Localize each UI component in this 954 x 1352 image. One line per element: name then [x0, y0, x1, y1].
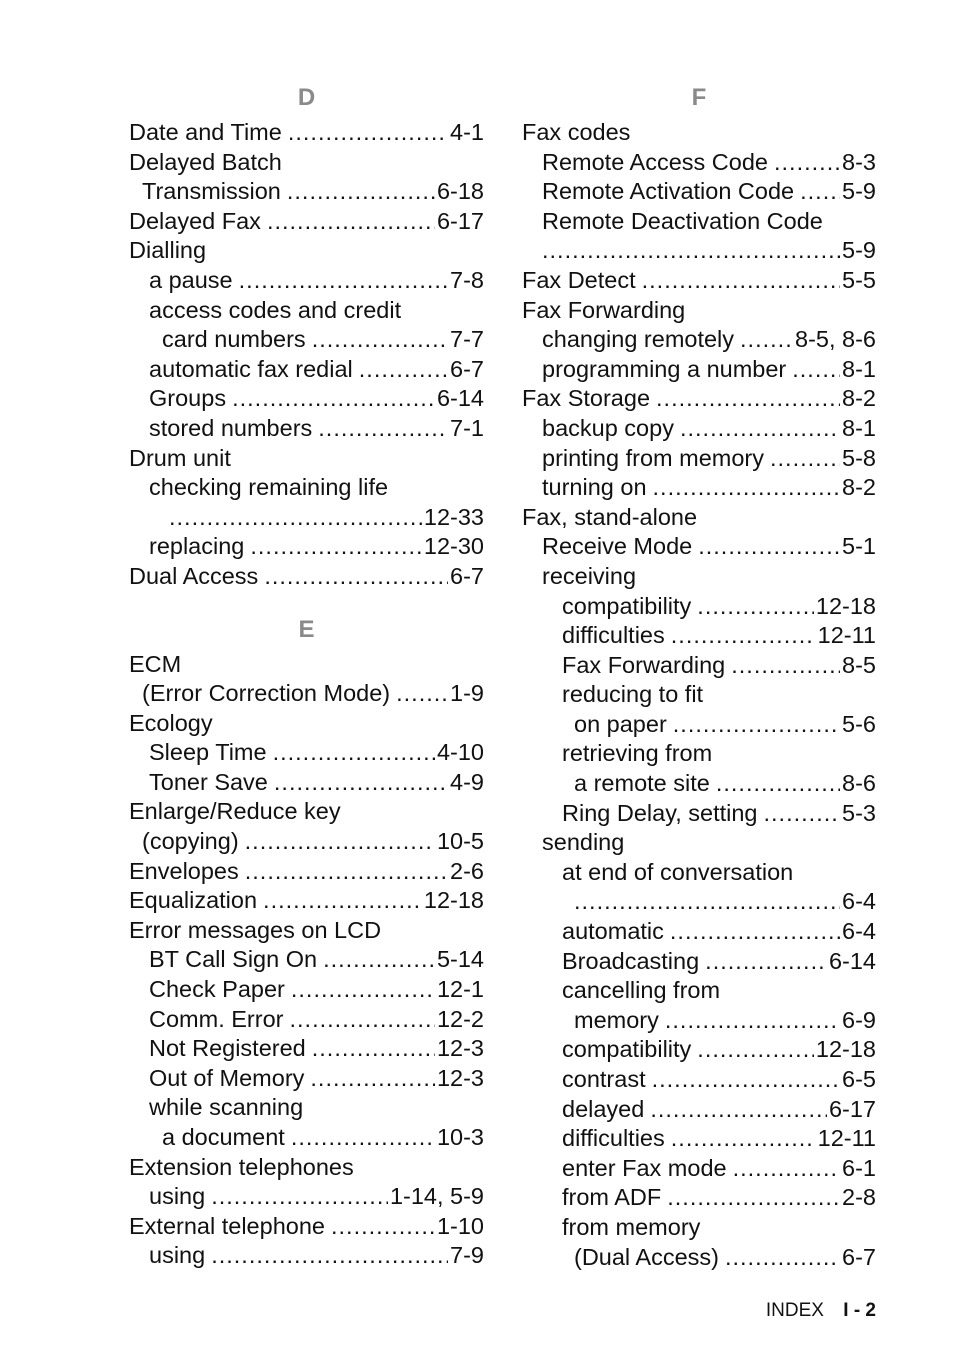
dot-leader: [331, 1212, 435, 1242]
index-entry: [522, 651, 876, 681]
dot-leader: [733, 1154, 840, 1184]
index-entry: [129, 414, 484, 444]
dot-leader: [312, 325, 448, 355]
index-entry: [522, 1243, 876, 1273]
dot-leader: [697, 592, 814, 622]
index-entry: [522, 710, 876, 740]
index-entry-term: Groups: [149, 385, 227, 412]
index-entry: [129, 650, 484, 680]
index-entry: [522, 384, 876, 414]
index-entry: [129, 236, 484, 266]
index-entry-page: 7-7: [450, 326, 484, 353]
index-entry-term: compatibility: [562, 592, 692, 619]
index-entry-term: replacing: [149, 533, 245, 560]
index-column-left: [129, 80, 484, 1271]
index-entry-term: a document: [162, 1124, 285, 1150]
index-entry-term: delayed: [562, 1095, 645, 1122]
dot-leader: [574, 887, 840, 917]
index-entry: [129, 827, 484, 857]
index-entry: [522, 355, 876, 385]
index-entry: [522, 739, 876, 769]
index-entry-page: 4-10: [436, 739, 484, 766]
index-entry: [129, 1212, 484, 1242]
dot-leader: [740, 325, 793, 355]
index-section-letter: F: [691, 84, 707, 111]
index-entry-term: changing remotely: [542, 326, 735, 353]
index-entry: [522, 1035, 876, 1065]
index-entry: [129, 916, 484, 946]
index-entry: [129, 503, 484, 533]
index-entry: [522, 414, 876, 444]
index-entry-page: 6-4: [842, 888, 876, 915]
index-entry: [522, 562, 876, 592]
index-entry: [522, 503, 876, 533]
index-section-letter: E: [298, 615, 315, 643]
footer-page-number: I - 2: [843, 1300, 876, 1321]
index-entry-page: 7-8: [450, 266, 484, 293]
dot-leader: [312, 1034, 435, 1064]
index-entry-page: 10-5: [436, 828, 484, 855]
index-entry-page: 12-18: [423, 887, 484, 914]
dot-leader: [800, 177, 840, 207]
dot-leader: [542, 236, 840, 266]
index-entry-term: Not Registered: [149, 1035, 306, 1062]
dot-leader: [673, 710, 840, 740]
index-entry: [522, 1154, 876, 1184]
dot-leader: [245, 827, 435, 857]
index-entry: [522, 592, 876, 622]
dot-leader: [653, 473, 841, 503]
index-entry: [129, 296, 484, 326]
index-entry-page: 8-1: [842, 355, 876, 382]
index-entry-page: 8-2: [842, 474, 876, 501]
index-entry: [129, 1064, 484, 1094]
index-entry-term: (Dual Access): [574, 1243, 719, 1270]
index-entry-term: stored numbers: [149, 414, 313, 441]
index-entry: [129, 1005, 484, 1035]
index-entry-page: 12-33: [423, 503, 484, 530]
index-entry-page: 8-1: [842, 414, 876, 441]
index-entry-term: Remote Deactivation Code: [542, 207, 823, 234]
index-entry-term: Transmission: [142, 178, 281, 205]
index-entry-page: 5-8: [842, 444, 876, 471]
index-entry: [522, 1183, 876, 1213]
index-entry-term: External telephone: [129, 1212, 325, 1239]
index-entry: [129, 679, 484, 709]
index-entry-page: 6-9: [842, 1006, 876, 1033]
index-entry-term: (copying): [142, 828, 239, 855]
dot-leader: [169, 503, 422, 533]
index-entry: [522, 799, 876, 829]
index-entry-term: from ADF: [562, 1184, 662, 1211]
index-entry-page: 12-11: [817, 1125, 876, 1152]
index-entry-term: sending: [542, 829, 625, 856]
dot-leader: [764, 799, 841, 829]
index-entry-term: Ecology: [129, 709, 213, 736]
index-entry-term: BT Call Sign On: [149, 946, 318, 973]
index-entry: [129, 797, 484, 827]
index-entry-term: using: [149, 1183, 206, 1210]
index-entry-page: 8-2: [842, 385, 876, 412]
index-entry-term: Date and Time: [129, 119, 282, 145]
index-entry-term: while scanning: [149, 1094, 304, 1121]
dot-leader: [291, 975, 435, 1005]
index-entry-term: Toner Save: [149, 768, 268, 795]
index-entry-page: 12-3: [436, 1035, 484, 1062]
index-entry-page: 10-3: [436, 1124, 484, 1150]
index-entry: [129, 266, 484, 296]
index-entry-page: 8-5: [842, 651, 876, 678]
index-entry-page: 2-6: [450, 857, 484, 884]
index-entry-term: Dual Access: [129, 562, 259, 589]
index-entry-page: 6-17: [828, 1095, 876, 1122]
dot-leader: [656, 384, 840, 414]
index-entry-term: at end of conversation: [562, 858, 794, 885]
dot-leader: [671, 1124, 816, 1154]
index-entry-page: 5-5: [842, 266, 876, 293]
dot-leader: [274, 768, 448, 798]
index-entry-term: compatibility: [562, 1036, 692, 1063]
dot-leader: [670, 917, 840, 947]
index-entry-page: 6-7: [450, 562, 484, 589]
dot-leader: [291, 1123, 435, 1153]
index-entry-page: 8-3: [842, 148, 876, 175]
index-entry: [522, 148, 876, 178]
index-entry-page: 7-9: [450, 1242, 484, 1269]
index-entry: [129, 857, 484, 887]
index-entry-page: 5-1: [842, 533, 876, 560]
index-entry: [522, 1065, 876, 1095]
index-entry-page: 12-1: [436, 976, 484, 1003]
index-entry-term: turning on: [542, 474, 647, 501]
dot-leader: [731, 651, 840, 681]
index-entry-term: Extension telephones: [129, 1153, 354, 1180]
dot-leader: [250, 532, 422, 562]
index-entry: [129, 738, 484, 768]
index-entry: [522, 858, 876, 888]
index-entry: [129, 562, 484, 592]
dot-leader: [273, 738, 435, 768]
index-entry-page: 5-3: [842, 799, 876, 826]
index-entry-page: 6-18: [436, 178, 484, 205]
index-entry-page: 5-14: [436, 946, 484, 973]
index-entry: [129, 384, 484, 414]
index-entry-page: 12-3: [436, 1064, 484, 1091]
index-entry-term: Broadcasting: [562, 947, 700, 974]
index-entry: [522, 118, 876, 148]
index-entry: [522, 207, 876, 237]
index-entry-term: Sleep Time: [149, 739, 267, 766]
index-entry: [129, 945, 484, 975]
index-entry-term: Receive Mode: [542, 533, 693, 560]
index-entry-page: 2-8: [842, 1184, 876, 1211]
page-footer: [766, 1300, 876, 1322]
index-entry-page: 6-17: [436, 207, 484, 234]
dot-leader: [680, 414, 840, 444]
index-entry-page: 6-1: [842, 1154, 876, 1181]
dot-leader: [245, 857, 448, 887]
index-entry-term: backup copy: [542, 414, 674, 441]
index-entry-page: 6-7: [842, 1243, 876, 1270]
index-entry: [522, 1095, 876, 1125]
dot-leader: [359, 355, 448, 385]
index-entry-term: Comm. Error: [149, 1005, 284, 1032]
dot-leader: [239, 266, 448, 296]
footer-label: INDEX: [765, 1300, 824, 1321]
index-entry: [522, 680, 876, 710]
index-entry: [522, 1124, 876, 1154]
index-entry: [522, 266, 876, 296]
index-entry-term: printing from memory: [542, 444, 764, 471]
index-entry-term: Fax Detect: [522, 266, 636, 293]
dot-leader: [211, 1241, 448, 1271]
index-entry: [522, 976, 876, 1006]
dot-leader: [263, 886, 422, 916]
index-entry-page: 5-6: [842, 710, 876, 737]
dot-leader: [211, 1182, 388, 1212]
index-entry-term: receiving: [542, 562, 637, 589]
index-entry-term: Drum unit: [129, 444, 231, 471]
dot-leader: [650, 1095, 827, 1125]
dot-leader: [774, 148, 840, 178]
index-entry-term: Equalization: [129, 887, 258, 914]
index-entry-term: automatic: [562, 918, 664, 945]
index-entry-term: programming a number: [542, 355, 787, 382]
dot-leader: [642, 266, 840, 296]
index-entry: [129, 1034, 484, 1064]
index-entry-page: 12-18: [815, 592, 876, 619]
index-entry-page: 6-5: [842, 1066, 876, 1092]
dot-leader: [665, 1006, 840, 1036]
index-entry-page: 12-2: [436, 1005, 484, 1032]
index-entry-term: Fax, stand-alone: [522, 503, 698, 530]
index-entry-term: checking remaining life: [149, 474, 389, 501]
index-entry-page: 6-14: [828, 947, 876, 974]
index-entry-page: 1-9: [450, 680, 484, 707]
index-entry-page: 7-1: [450, 414, 484, 441]
index-entry: [522, 444, 876, 474]
index-entry-term: difficulties: [562, 622, 665, 649]
index-entry: [522, 325, 876, 355]
index-entry: [129, 1241, 484, 1271]
index-entry: [129, 886, 484, 916]
index-entry: [522, 947, 876, 977]
dot-leader: [289, 1005, 434, 1035]
dot-leader: [232, 384, 435, 414]
index-entry-term: enter Fax mode: [562, 1154, 727, 1181]
dot-leader: [770, 444, 840, 474]
index-entry-term: access codes and credit: [149, 296, 402, 323]
index-entry: [129, 975, 484, 1005]
index-entry: [129, 532, 484, 562]
index-section-letter: D: [297, 84, 316, 111]
index-entry-term: using: [149, 1242, 206, 1269]
dot-leader: [318, 414, 448, 444]
index-entry: [129, 1123, 484, 1153]
section-gap: [129, 592, 484, 612]
index-entry: [129, 473, 484, 503]
index-entry: [522, 1213, 876, 1243]
dot-leader: [652, 1065, 840, 1095]
index-entry: [522, 917, 876, 947]
index-entry-term: on paper: [574, 710, 667, 737]
index-entry-term: Envelopes: [129, 857, 239, 884]
index-entry-term: Out of Memory: [149, 1064, 305, 1091]
dot-leader: [287, 177, 435, 207]
dot-leader: [716, 769, 840, 799]
index-entry-term: Delayed Batch: [129, 148, 282, 175]
index-entry: [129, 325, 484, 355]
index-entry-term: difficulties: [562, 1125, 665, 1152]
dot-leader: [698, 532, 840, 562]
dot-leader: [264, 562, 448, 592]
index-entry: [522, 1006, 876, 1036]
index-entry: [522, 828, 876, 858]
index-entry-page: 4-9: [450, 768, 484, 795]
index-entry-page: 8-5, 8-6: [795, 326, 876, 353]
index-entry: [522, 473, 876, 503]
index-entry-term: Remote Activation Code: [542, 178, 795, 205]
dot-leader: [288, 118, 448, 148]
index-entry-term: automatic fax redial: [149, 355, 353, 382]
index-entry-page: 1-14, 5-9: [389, 1183, 484, 1210]
index-entry-term: Fax Forwarding: [522, 296, 686, 323]
dot-leader: [310, 1064, 435, 1094]
index-entry: [522, 296, 876, 326]
index-entry-page: 6-14: [436, 385, 484, 412]
index-entry: [129, 444, 484, 474]
index-entry: [129, 1182, 484, 1212]
index-entry-term: Remote Access Code: [542, 148, 768, 175]
index-entry-page: 5-9: [842, 178, 876, 205]
index-entry-term: (Error Correction Mode): [142, 680, 391, 707]
index-entry-page: 12-11: [817, 622, 876, 649]
index-entry-term: Dialling: [129, 237, 207, 264]
index-entry-page: 5-9: [842, 237, 876, 264]
index-entry: [129, 709, 484, 739]
index-entry-term: Delayed Fax: [129, 207, 261, 234]
index-entry-term: cancelling from: [562, 977, 721, 1004]
index-entry: [522, 532, 876, 562]
dot-leader: [667, 1183, 840, 1213]
index-entry: [129, 177, 484, 207]
index-entry: [522, 887, 876, 917]
index-entry-page: 4-1: [450, 119, 484, 145]
index-entry: [522, 236, 876, 266]
index-entry-term: from memory: [562, 1213, 701, 1240]
dot-leader: [697, 1035, 814, 1065]
index-entry-term: retrieving from: [562, 740, 713, 767]
index-entry: [129, 148, 484, 178]
index-entry-term: reducing to fit: [562, 681, 704, 708]
index-entry-page: 6-7: [450, 355, 484, 382]
index-entry-term: a remote site: [574, 770, 710, 797]
index-entry-page: 12-30: [423, 533, 484, 560]
index-entry-term: Error messages on LCD: [129, 916, 382, 943]
dot-leader: [705, 947, 827, 977]
index-entry: [129, 355, 484, 385]
dot-leader: [671, 621, 816, 651]
index-entry: [522, 621, 876, 651]
dot-leader: [323, 945, 435, 975]
index-entry-page: 12-18: [815, 1036, 876, 1063]
index-entry-term: Fax Storage: [522, 385, 651, 412]
index-entry-term: a pause: [149, 266, 233, 293]
index-column-right: [522, 80, 876, 1272]
index-entry: [129, 1153, 484, 1183]
index-entry: [129, 1093, 484, 1123]
index-entry: [129, 118, 484, 148]
index-entry-term: Fax codes: [522, 119, 631, 145]
dot-leader: [725, 1243, 840, 1273]
index-entry-page: 8-6: [842, 770, 876, 797]
index-entry-term: ECM: [129, 650, 182, 677]
index-entry-term: Fax Forwarding: [562, 651, 726, 678]
index-entry-page: 6-4: [842, 918, 876, 945]
index-entry: [129, 207, 484, 237]
index-entry: [522, 769, 876, 799]
index-entry-page: 1-10: [436, 1212, 484, 1239]
index-entry-term: Ring Delay, setting: [562, 799, 758, 826]
index-entry-term: Enlarge/Reduce key: [129, 798, 341, 825]
index-entry: [522, 177, 876, 207]
index-entry: [129, 768, 484, 798]
index-entry-term: contrast: [562, 1066, 646, 1092]
index-entry-term: Check Paper: [149, 976, 285, 1003]
index-entry-term: card numbers: [162, 326, 306, 353]
dot-leader: [396, 679, 448, 709]
dot-leader: [792, 355, 840, 385]
dot-leader: [267, 207, 435, 237]
index-entry-term: memory: [574, 1006, 659, 1033]
